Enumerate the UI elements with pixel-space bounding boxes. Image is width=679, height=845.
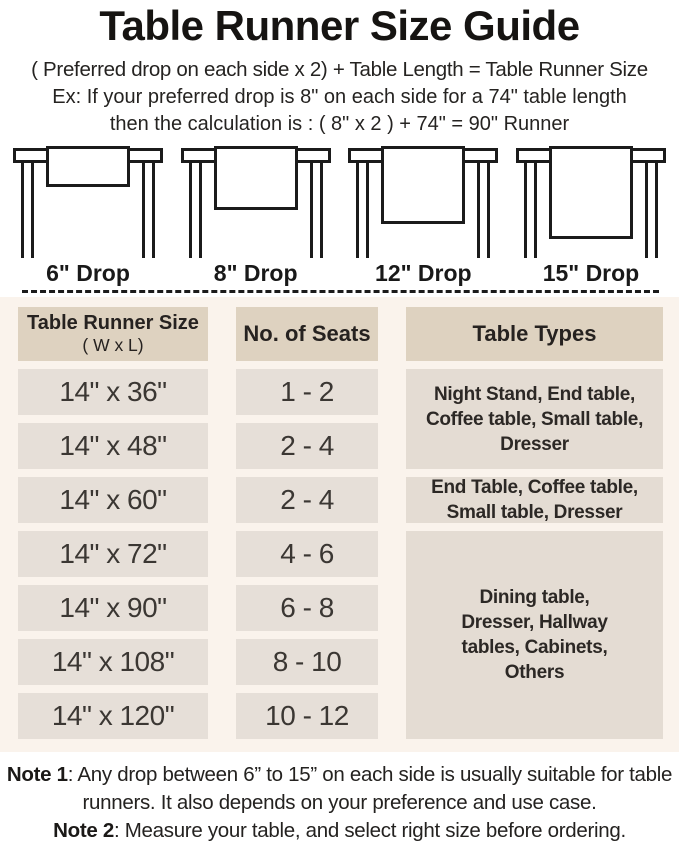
table-figure-12in-drop bbox=[348, 146, 498, 258]
seats-cell: 4 - 6 bbox=[236, 531, 378, 577]
table-leg-right bbox=[477, 161, 490, 258]
table-leg-right bbox=[645, 161, 658, 258]
table-figure-15in-drop bbox=[516, 146, 666, 258]
table-leg-left bbox=[356, 161, 369, 258]
size-cell: 14" x 36" bbox=[18, 369, 208, 415]
seats-column-header: No. of Seats bbox=[236, 307, 378, 361]
note-2-label: Note 2 bbox=[53, 819, 114, 842]
note-2-text: : Measure your table, and select right size before ordering. bbox=[113, 819, 626, 842]
size-cell: 14" x 72" bbox=[18, 531, 208, 577]
drop-labels bbox=[0, 258, 679, 288]
note-1 bbox=[6, 761, 673, 817]
types-column-header: Table Types bbox=[406, 307, 663, 361]
note-1-label: Note 1 bbox=[6, 763, 68, 786]
runner-drape bbox=[549, 146, 633, 239]
types-cell-text: End Table, Coffee table, Small table, Dresser bbox=[431, 477, 638, 523]
formula-line: ( Preferred drop on each side x 2) + Table Length = Table Runner Size bbox=[31, 58, 648, 81]
note-2 bbox=[6, 817, 673, 845]
notes bbox=[0, 761, 679, 845]
size-cell: 14" x 90" bbox=[18, 585, 208, 631]
runner-drape bbox=[214, 146, 298, 210]
table-leg-left bbox=[21, 161, 34, 258]
table-leg-left bbox=[524, 161, 537, 258]
drop-label-6in: 6" Drop bbox=[46, 259, 130, 286]
size-cell: 14" x 60" bbox=[18, 477, 208, 523]
drop-label-15in: 15" Drop bbox=[542, 259, 640, 286]
seats-cell: 10 - 12 bbox=[236, 693, 378, 739]
dashed-divider bbox=[22, 290, 659, 293]
table-leg-right bbox=[142, 161, 155, 258]
example-line-1: Ex: If your preferred drop is 8" on each side for a 74" table length bbox=[52, 86, 627, 108]
table-leg-right bbox=[310, 161, 323, 258]
size-column-header-sub: ( W x L) bbox=[82, 335, 144, 355]
seats-cell: 2 - 4 bbox=[236, 423, 378, 469]
drop-label-12in: 12" Drop bbox=[375, 259, 472, 286]
types-cell-text: Night Stand, End table, Coffee table, Small table, Dresser bbox=[425, 383, 644, 455]
types-cell bbox=[406, 477, 663, 523]
size-cell: 14" x 108" bbox=[18, 639, 208, 685]
table-figure-8in-drop bbox=[181, 146, 331, 258]
drop-illustrations bbox=[0, 146, 679, 258]
size-table bbox=[0, 297, 679, 752]
drop-label-8in: 8" Drop bbox=[213, 259, 298, 286]
size-column-header-title: Table Runner Size bbox=[27, 312, 199, 334]
types-cell-text: Dining table, Dresser, Hallway tables, Cabinets, Others bbox=[461, 587, 608, 683]
size-cell: 14" x 120" bbox=[18, 693, 208, 739]
seats-cell: 6 - 8 bbox=[236, 585, 378, 631]
table-figure-6in-drop bbox=[13, 146, 163, 258]
size-column-header bbox=[18, 307, 208, 361]
seats-cell: 8 - 10 bbox=[236, 639, 378, 685]
types-cell bbox=[406, 369, 663, 469]
runner-drape bbox=[381, 146, 465, 224]
example-line-2: then the calculation is : ( 8" x 2 ) + 74" = 90" Runner bbox=[109, 113, 570, 135]
note-1-text: : Any drop between 6” to 15” on each side is usually suitable for table runners. It also depends on your preference and use case. bbox=[67, 763, 673, 814]
seats-cell: 2 - 4 bbox=[236, 477, 378, 523]
runner-drape bbox=[46, 146, 130, 187]
size-guide-page bbox=[0, 1, 679, 842]
table-leg-left bbox=[189, 161, 202, 258]
size-cell: 14" x 48" bbox=[18, 423, 208, 469]
seats-cell: 1 - 2 bbox=[236, 369, 378, 415]
types-cell bbox=[406, 531, 663, 739]
page-title: Table Runner Size Guide bbox=[99, 2, 580, 49]
